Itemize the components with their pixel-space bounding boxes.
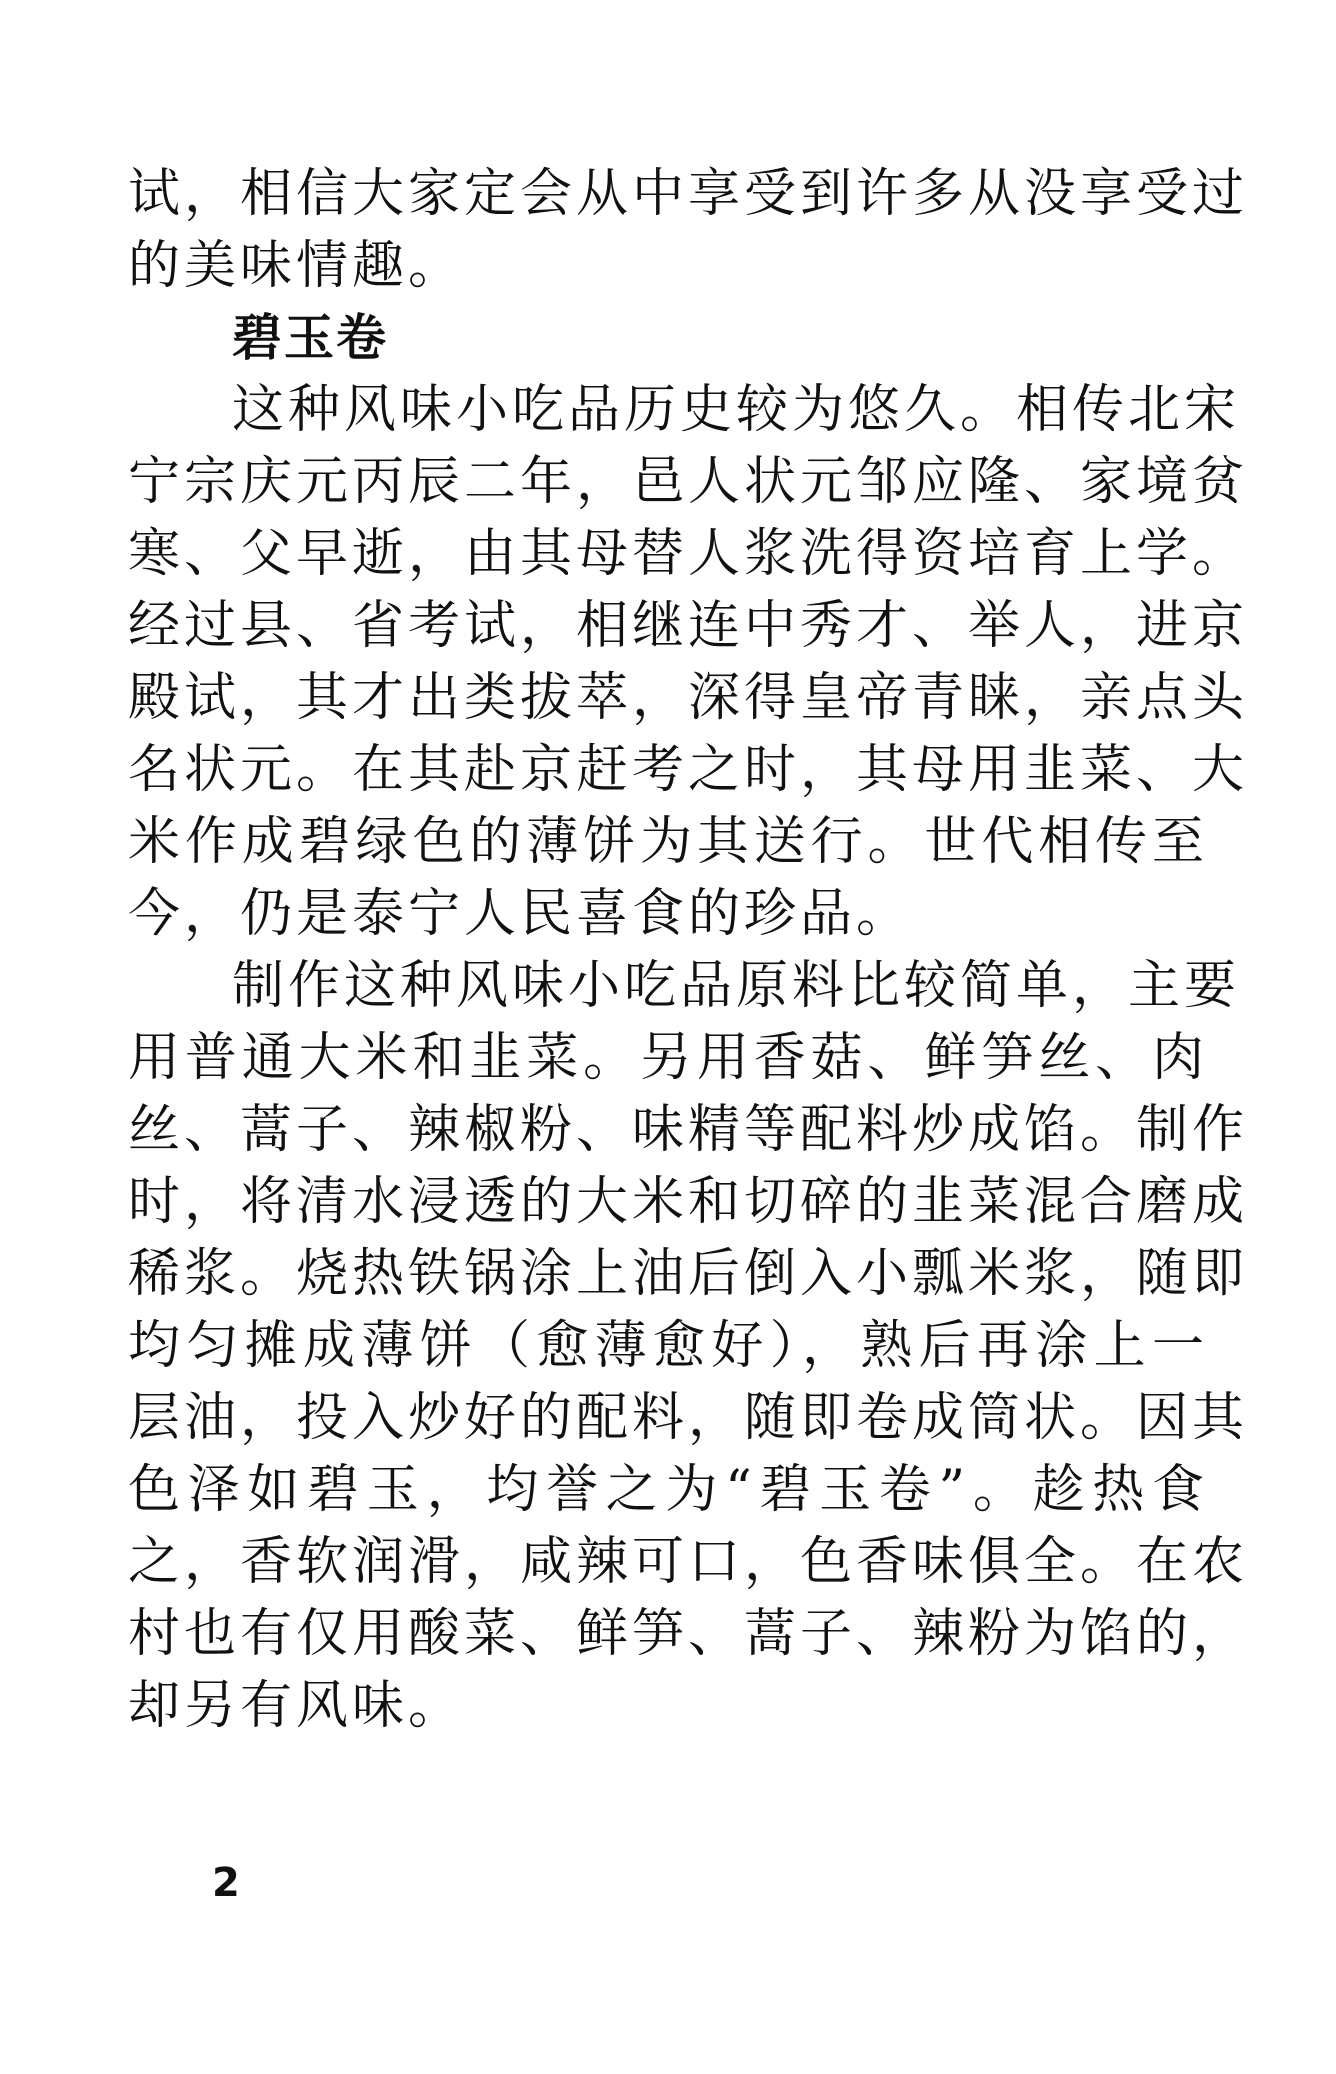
text-line: 之，香软润滑，咸辣可口，色香味俱全。在农: [128, 1532, 1249, 1592]
text-line: 的美味情趣。: [128, 236, 465, 296]
text-line: 村也有仅用酸菜、鲜笋、蒿子、辣粉为馅的，: [128, 1604, 1249, 1664]
text-line: 宁宗庆元丙辰二年，邑人状元邹应隆、家境贫: [128, 452, 1249, 512]
text-line: 名状元。在其赴京赶考之时，其母用韭菜、大: [128, 740, 1249, 800]
text-line: 层油，投入炒好的配料，随即卷成筒状。因其: [128, 1388, 1249, 1448]
text-line: 制作这种风味小吃品原料比较简单，主要: [232, 956, 1241, 1016]
text-line: 寒、父早逝，由其母替人浆洗得资培育上学。: [128, 524, 1249, 584]
section-heading: 碧玉卷: [232, 308, 388, 367]
text-line: 用普通大米和韭菜。另用香菇、鲜笋丝、肉: [128, 1028, 1208, 1088]
text-line: 殿试，其才出类拔萃，深得皇帝青睐，亲点头: [128, 668, 1249, 728]
text-line: 试，相信大家定会从中享受到许多从没享受过: [128, 164, 1249, 224]
text-line: 色泽如碧玉，均誉之为“碧玉卷”。趁热食: [128, 1460, 1208, 1520]
text-line: 均匀摊成薄饼（愈薄愈好），熟后再涂上一: [128, 1316, 1208, 1376]
page-number: 2: [212, 1860, 240, 1906]
text-line: 米作成碧绿色的薄饼为其送行。世代相传至: [128, 812, 1208, 872]
text-line: 时，将清水浸透的大米和切碎的韭菜混合磨成: [128, 1172, 1249, 1232]
text-line: 今，仍是泰宁人民喜食的珍品。: [128, 884, 913, 944]
body-text: [128, 158, 1249, 1742]
text-line: 这种风味小吃品历史较为悠久。相传北宋: [232, 380, 1241, 440]
text-line: 却另有风味。: [128, 1676, 465, 1736]
text-line: 丝、蒿子、辣椒粉、味精等配料炒成馅。制作: [128, 1100, 1249, 1160]
text-line: 稀浆。烧热铁锅涂上油后倒入小瓢米浆，随即: [128, 1244, 1249, 1304]
text-line: 经过县、省考试，相继连中秀才、举人，进京: [128, 596, 1249, 656]
